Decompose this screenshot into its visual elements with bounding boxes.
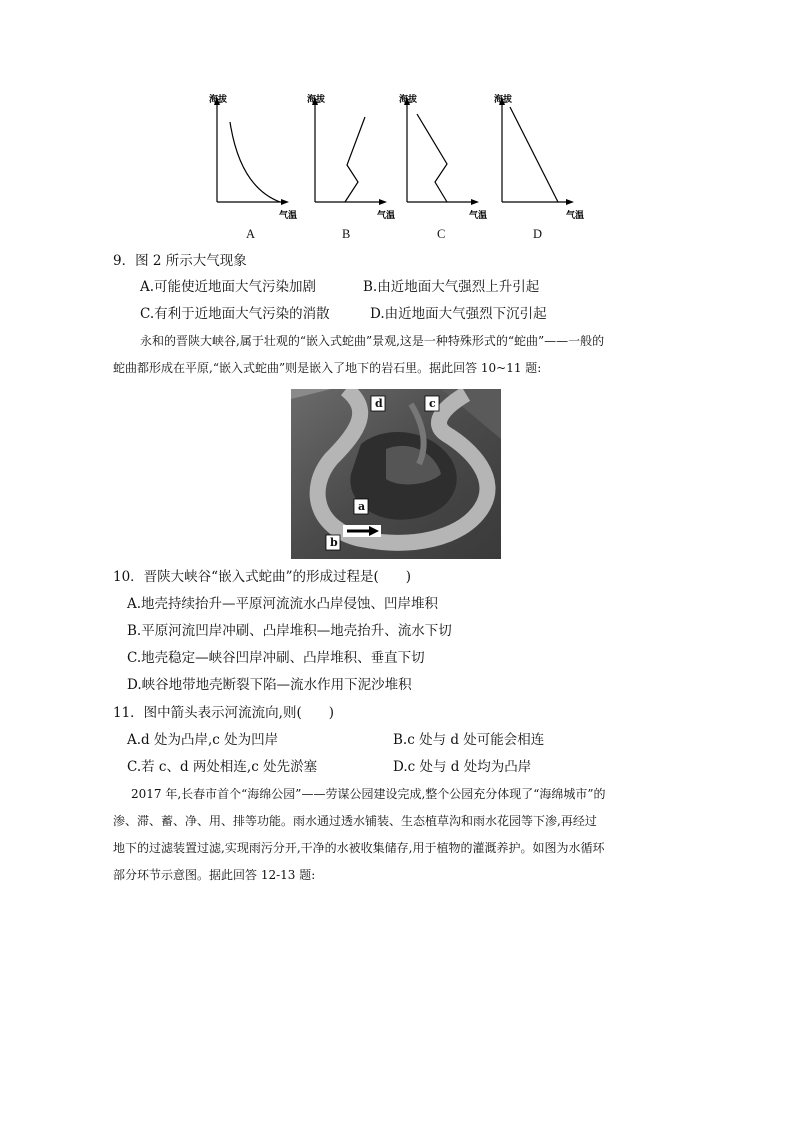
q10-stem: 10．晋陕大峡谷“嵌入式蛇曲”的形成过程是( ) [113,569,412,585]
photo-label-a: a [358,500,366,513]
chart-a [205,92,298,226]
chart-d [490,92,585,226]
q10-option-d: D.峡谷地带地壳断裂下陷—流水作用下泥沙堆积 [127,677,412,693]
x-axis-label: 气温 [566,211,585,221]
passage2-line1: 2017 年,长春市首个“海绵公园”——劳谋公园建设完成,整个公园充分体现了“海绵城市”的 [131,787,606,801]
chart-label-a: A [246,227,256,241]
passage2-line3: 地下的过滤装置过滤,实现雨污分开,干净的水被收集储存,用于植物的灌溉养护。如图为水循环 [113,841,605,855]
q9-option-a: A.可能使近地面大气污染加剧 [140,279,317,295]
chart-c [395,92,488,226]
photo-label-b: b [330,536,338,549]
q9-option-c: C.有利于近地面大气污染的消散 [140,306,330,322]
q11-option-b: B.c 处与 d 处可能会相连 [393,732,545,748]
chart-label-b: B [342,227,351,241]
photo-label-d: d [375,397,383,410]
passage1-line2: 蛇曲都形成在平原,“嵌入式蛇曲”则是嵌入了地下的岩石里。据此回答 10~11 题: [113,361,542,375]
chart-label-c: C [437,227,446,241]
y-axis-label: 海拔 [399,95,418,105]
y-axis-label: 海拔 [307,95,326,105]
x-axis-label: 气温 [279,211,298,221]
y-axis-label: 海拔 [494,95,513,105]
q11-option-c: C.若 c、d 两处相连,c 处先淤塞 [127,759,318,775]
q9-option-b: B.由近地面大气强烈上升引起 [363,279,540,295]
chart-b [303,92,396,226]
q10-option-c: C.地壳稳定—峡谷凹岸冲刷、凸岸堆积、垂直下切 [127,650,425,666]
passage2-line4: 部分环节示意图。据此回答 12-13 题: [113,868,316,882]
q11-option-a: A.d 处为凸岸,c 处为凹岸 [127,732,279,748]
q11-option-d: D.c 处与 d 处均为凸岸 [393,759,532,775]
q9-stem: 9．图 2 所示大气现象 [113,253,247,269]
passage1-line1: 永和的晋陕大峡谷,属于壮观的“嵌入式蛇曲”景观,这是一种特殊形式的“蛇曲”——一般的 [140,334,605,348]
q10-option-b: B.平原河流凹岸冲刷、凸岸堆积—地壳抬升、流水下切 [127,623,452,639]
x-axis-label: 气温 [469,211,488,221]
photo-label-c: c [429,397,436,410]
chart-label-d: D [533,227,543,241]
x-axis-label: 气温 [377,211,396,221]
q10-option-a: A.地壳持续抬升—平原河流流水凸岸侵蚀、凹岸堆积 [127,596,439,612]
y-axis-label: 海拔 [209,95,228,105]
q9-option-d: D.由近地面大气强烈下沉引起 [370,306,547,322]
canyon-meander-photo [291,389,501,559]
passage2-line2: 渗、滞、蓄、净、用、排等功能。雨水通过透水铺装、生态植草沟和雨水花园等下渗,再经过 [113,814,597,828]
q11-stem: 11．图中箭头表示河流流向,则( ) [113,705,335,721]
